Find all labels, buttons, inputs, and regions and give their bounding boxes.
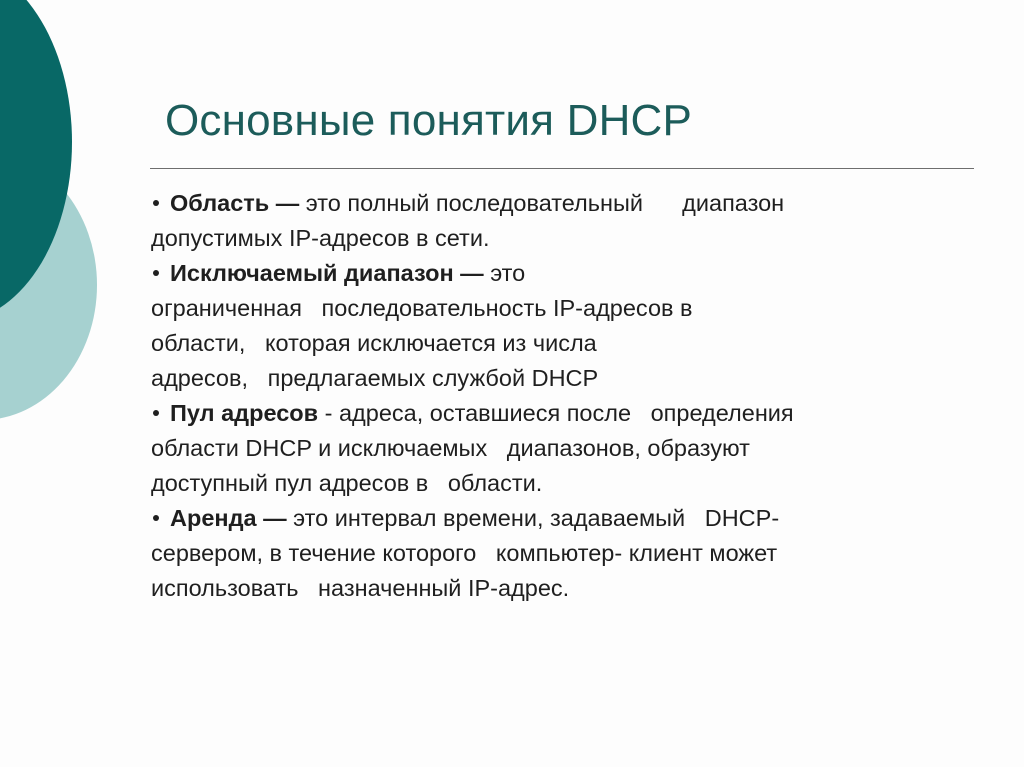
item-first-line: [151, 396, 941, 431]
term-label: Пул адресов: [170, 400, 319, 426]
definition-text: области DHCP и исключаемых диапазонов, образуют: [151, 435, 750, 461]
definition-text: допустимых IP-адресов в сети.: [151, 225, 490, 251]
term-label: Исключаемый диапазон —: [170, 260, 484, 286]
bullet-icon: [153, 515, 159, 521]
definition-text: это интервал времени, задаваемый DHCP-: [286, 505, 780, 531]
definition-text: области, которая исключается из числа: [151, 330, 597, 356]
definition-text: доступный пул адресов в области.: [151, 470, 543, 496]
slide-title: Основные понятия DHCP: [165, 96, 693, 145]
definition-text: использовать назначенный IP-адрес.: [151, 575, 570, 601]
definition-text: сервером, в течение которого компьютер- клиент может: [151, 540, 778, 566]
list-item-lease: [151, 501, 941, 606]
definition-text: - адреса, оставшиеся после определения: [318, 400, 794, 426]
term-label: Аренда —: [170, 505, 287, 531]
bullet-icon: [153, 270, 159, 276]
list-item-address-pool: [151, 396, 941, 501]
bullet-icon: [153, 410, 159, 416]
definition-text: адресов, предлагаемых службой DHCP: [151, 365, 599, 391]
bullet-icon: [153, 200, 159, 206]
item-first-line: [151, 256, 941, 291]
definition-text: это полный последовательный диапазон: [299, 190, 785, 216]
item-first-line: [151, 186, 941, 221]
title-divider: [150, 168, 974, 169]
item-first-line: [151, 501, 941, 536]
definition-text: это: [483, 260, 526, 286]
list-item-exclusion-range: [151, 256, 941, 396]
definition-list: [151, 186, 941, 606]
list-item-scope: [151, 186, 941, 256]
term-label: Область —: [170, 190, 300, 216]
definition-text: ограниченная последовательность IP-адресов в: [151, 295, 693, 321]
